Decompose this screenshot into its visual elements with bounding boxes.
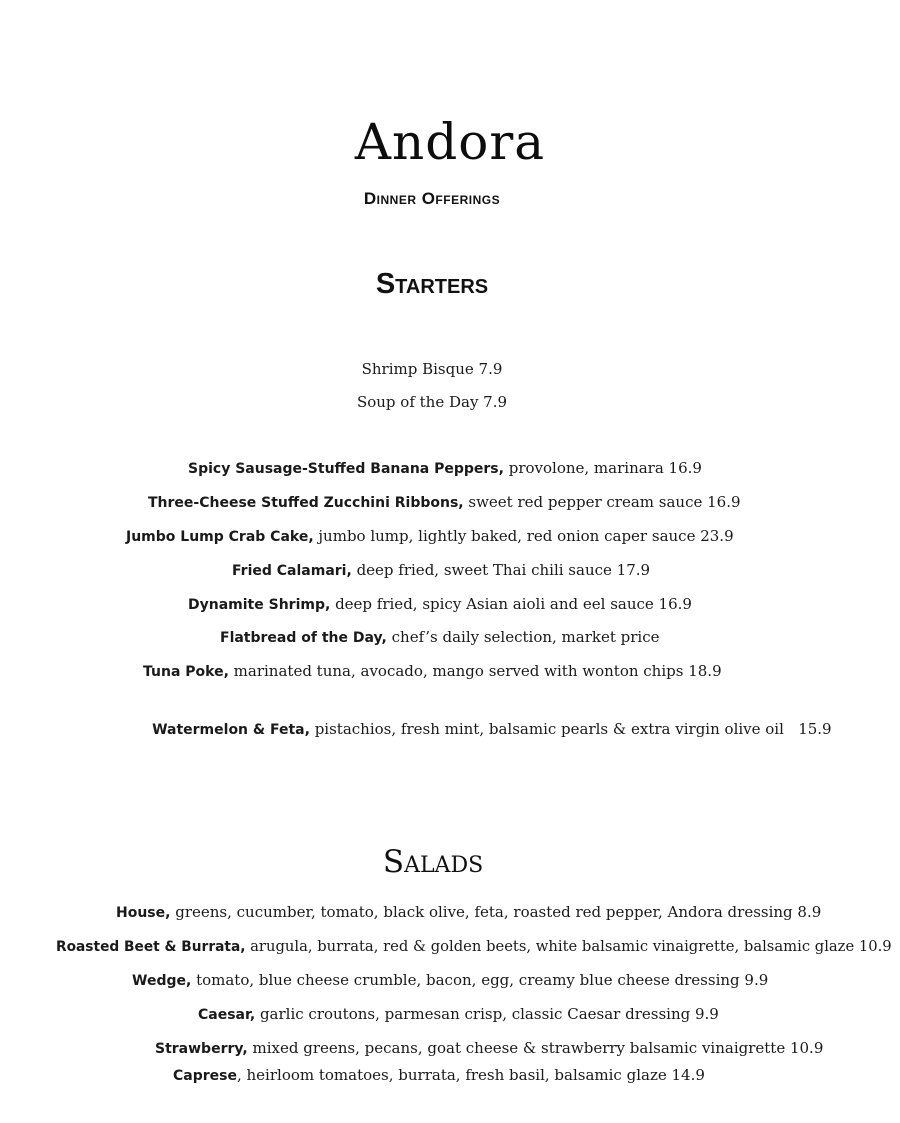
menu-subtitle: Dinner Offerings [363,189,501,208]
salad-item [56,934,892,959]
item-name: House, [116,905,171,921]
item-description: jumbo lump, lightly baked, red onion caper sauce 23.9 [313,527,734,545]
item-name: Spicy Sausage-Stuffed Banana Peppers, [188,461,504,477]
item-name: Wedge, [132,973,192,989]
item-description: chef’s daily selection, market price [386,628,660,646]
salad-item [198,1002,719,1027]
starter-item [188,456,702,481]
starter-item [143,659,722,684]
item-name: Watermelon & Feta, [152,722,310,738]
item-description: deep fried, spicy Asian aioli and eel sauce 16.9 [330,595,692,613]
item-description: pistachios, fresh mint, balsamic pearls & extra virgin olive oil 15.9 [309,720,832,738]
item-name: Caesar, [198,1007,256,1023]
item-name: Flatbread of the Day, [220,630,387,646]
item-name: Tuna Poke, [143,664,229,680]
starter-item [133,693,832,766]
soup-item: Shrimp Bisque 7.9 [361,360,503,378]
item-description: arugula, burrata, red & golden beets, white balsamic vinaigrette, balsamic glaze 10.9 [245,937,892,955]
item-description: tomato, blue cheese crumble, bacon, egg, creamy blue cheese dressing 9.9 [191,971,769,989]
salad-item [155,1036,823,1061]
item-name: Three-Cheese Stuffed Zucchini Ribbons, [148,495,464,511]
salad-item [132,968,768,993]
starter-item [220,625,660,650]
item-name: Caprese [173,1068,237,1084]
item-description: garlic croutons, parmesan crisp, classic Caesar dressing 9.9 [255,1005,719,1023]
item-name: Jumbo Lump Crab Cake, [126,529,314,545]
item-description: sweet red pepper cream sauce 16.9 [463,493,741,511]
item-name: Dynamite Shrimp, [188,597,331,613]
salad-item [116,900,821,925]
restaurant-name: Andora [354,113,546,171]
soup-item: Soup of the Day 7.9 [356,393,508,411]
starter-item [188,592,692,617]
item-description: greens, cucumber, tomato, black olive, feta, roasted red pepper, Andora dressing 8.9 [170,903,822,921]
item-description: mixed greens, pecans, goat cheese & strawberry balsamic vinaigrette 10.9 [247,1039,824,1057]
item-name: Roasted Beet & Burrata, [56,939,246,955]
salads-heading: Salads [382,844,484,880]
salad-item [173,1063,705,1088]
item-description: , heirloom tomatoes, burrata, fresh basil, balsamic glaze 14.9 [236,1066,705,1084]
item-name: Fried Calamari, [232,563,352,579]
item-description: deep fried, sweet Thai chili sauce 17.9 [351,561,651,579]
item-name: Strawberry, [155,1041,248,1057]
starter-item [232,558,650,583]
starter-item [126,524,734,549]
item-description: marinated tuna, avocado, mango served with wonton chips 18.9 [228,662,722,680]
starters-heading: Starters [375,268,489,300]
item-description: provolone, marinara 16.9 [503,459,702,477]
starter-item [148,490,741,515]
